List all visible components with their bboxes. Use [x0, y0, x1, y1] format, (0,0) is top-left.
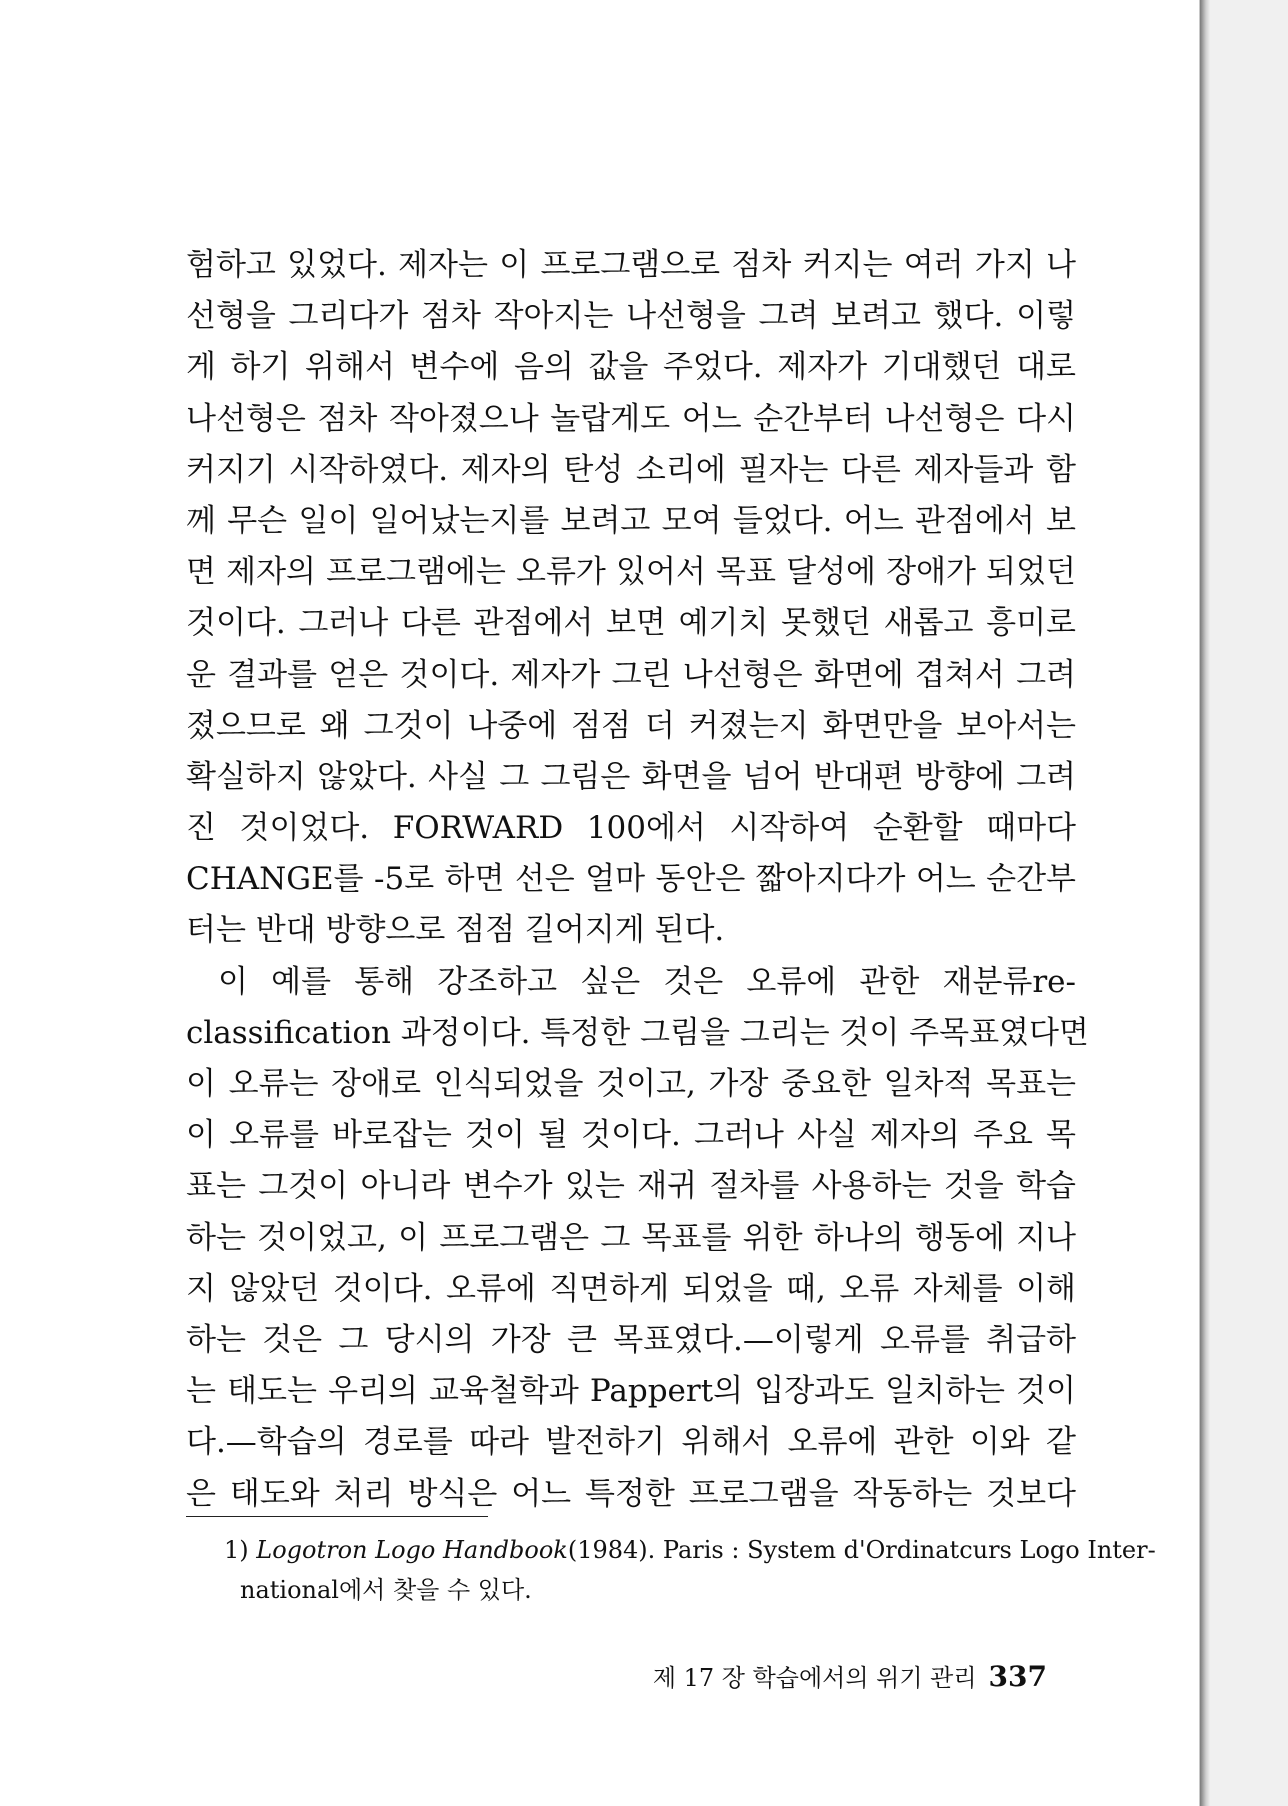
body-line: classification 과정이다. 특정한 그림을 그리는 것이 주목표였다면: [186, 1014, 1089, 1051]
body-line: 터는 반대 방향으로 점점 길어지게 된다.: [186, 912, 725, 949]
footnote: [224, 1530, 1156, 1610]
body-line: 졌으므로 왜 그것이 나중에 점점 더 커졌는지 화면만을 보아서는: [186, 707, 1076, 744]
body-line: 것이다. 그러나 다른 관점에서 보면 예기치 못했던 새롭고 흥미로: [186, 605, 1076, 642]
body-line: 진 것이었다. FORWARD 100에서 시작하여 순환할 때마다: [186, 810, 1076, 847]
body-line: 운 결과를 얻은 것이다. 제자가 그린 나선형은 화면에 겹쳐서 그려: [186, 656, 1076, 693]
body-line: 확실하지 않았다. 사실 그 그림은 화면을 넘어 반대편 방향에 그려: [186, 758, 1076, 795]
footnote-line-1: [224, 1530, 1156, 1570]
body-line: 험하고 있었다. 제자는 이 프로그램으로 점차 커지는 여러 가지 나: [186, 247, 1076, 283]
footnote-book-title: Logotron Logo Handbook: [256, 1536, 568, 1564]
body-line: 지 않았던 것이다. 오류에 직면하게 되었을 때, 오류 자체를 이해: [186, 1270, 1076, 1307]
body-line: 는 태도는 우리의 교육철학과 Pappert의 입장과도 일치하는 것이: [186, 1373, 1076, 1410]
running-footer: [653, 1658, 1047, 1693]
body-line: 하는 것이었고, 이 프로그램은 그 목표를 위한 하나의 행동에 지나: [186, 1219, 1076, 1256]
body-line: 다.—학습의 경로를 따라 발전하기 위해서 오류에 관한 이와 같: [186, 1424, 1076, 1461]
body-line: 나선형은 점차 작아졌으나 놀랍게도 어느 순간부터 나선형은 다시: [186, 400, 1076, 437]
paragraph-start-line: 이 예를 통해 강조하고 싶은 것은 오류에 관한 재분류re-: [218, 963, 1076, 1000]
body-line: 이 오류는 장애로 인식되었을 것이고, 가장 중요한 일차적 목표는: [186, 1066, 1076, 1102]
body-line: 커지기 시작하였다. 제자의 탄성 소리에 필자는 다른 제자들과 함: [186, 451, 1076, 488]
page-edge-shadow: [1200, 0, 1210, 1806]
body-line: 하는 것은 그 당시의 가장 큰 목표였다.—이렇게 오류를 취급하: [186, 1321, 1076, 1358]
footnote-marker: 1): [224, 1536, 249, 1564]
footnote-line-2: national에서 찾을 수 있다.: [240, 1576, 532, 1604]
footnote-divider: [186, 1516, 488, 1517]
footnote-citation: (1984). Paris : System d'Ordinatcurs Logo Inter-: [567, 1536, 1156, 1564]
viewer-background: [1210, 0, 1288, 1806]
body-line: 표는 그것이 아니라 변수가 있는 재귀 절차를 사용하는 것을 학습: [186, 1168, 1076, 1205]
body-line: 게 하기 위해서 변수에 음의 값을 주었다. 제자가 기대했던 대로: [186, 349, 1076, 386]
body-line: 선형을 그리다가 점차 작아지는 나선형을 그려 보려고 했다. 이렇: [186, 298, 1076, 335]
body-text: [186, 240, 1089, 1520]
body-line: 면 제자의 프로그램에는 오류가 있어서 목표 달성에 장애가 되었던: [186, 554, 1076, 591]
body-line: 이 오류를 바로잡는 것이 될 것이다. 그러나 사실 제자의 주요 목: [186, 1117, 1076, 1154]
body-line: CHANGE를 -5로 하면 선은 얼마 동안은 짧아지다가 어느 순간부: [186, 861, 1076, 898]
body-line: 께 무슨 일이 일어났는지를 보려고 모여 들었다. 어느 관점에서 보: [186, 502, 1076, 539]
body-line: 은 태도와 처리 방식은 어느 특정한 프로그램을 작동하는 것보다: [186, 1475, 1076, 1512]
chapter-title: 제 17 장 학습에서의 위기 관리: [652, 1664, 977, 1692]
page-number: 337: [988, 1660, 1047, 1693]
